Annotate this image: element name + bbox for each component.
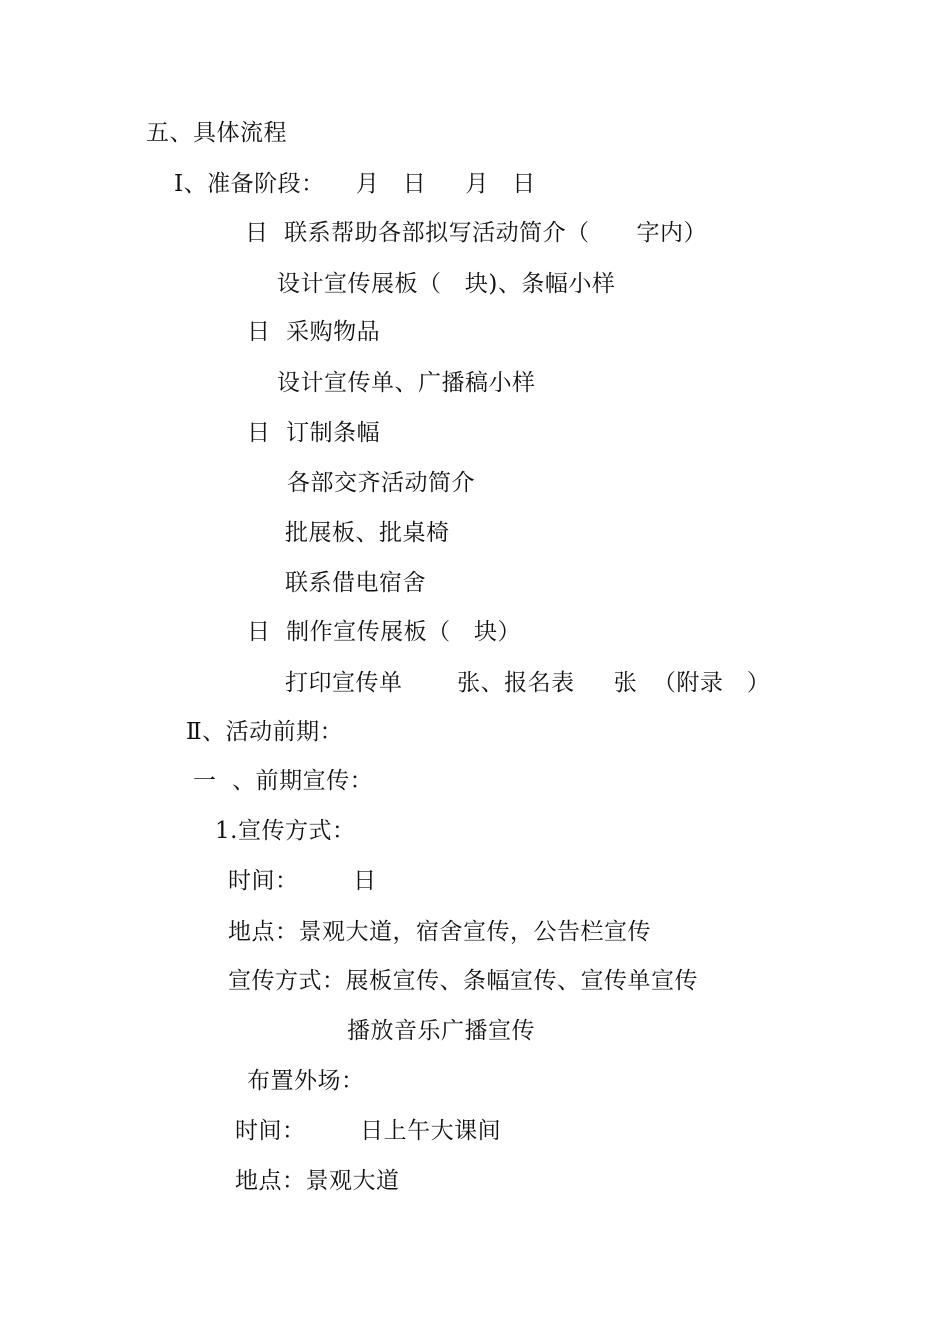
text-line: 时间： 日上午大课间 xyxy=(235,1118,502,1144)
text-line: 打印宣传单 张、报名表 张 （附录 ） xyxy=(285,670,771,696)
phase-heading: Ⅰ、准备阶段： 月 日 月 日 xyxy=(174,171,536,197)
text-line: 各部交齐活动简介 xyxy=(287,470,475,496)
text-line: 设计宣传展板（ 块)、条幅小样 xyxy=(277,271,616,297)
text-line: 日 采购物品 xyxy=(247,319,381,345)
text-line: 联系借电宿舍 xyxy=(285,570,426,596)
text-line: 地点：景观大道 xyxy=(235,1168,400,1194)
text-line: 批展板、批桌椅 xyxy=(285,520,450,546)
text-line: 设计宣传单、广播稿小样 xyxy=(277,370,536,396)
text-line: 时间： 日 xyxy=(228,868,377,894)
text-line: 日 制作宣传展板（ 块） xyxy=(247,619,522,645)
subsection-heading: 一 、前期宣传： xyxy=(193,768,374,794)
text-line: 日 联系帮助各部拟写活动简介（ 字内） xyxy=(245,220,707,246)
phase-heading: Ⅱ、活动前期： xyxy=(186,719,344,745)
text-line: 宣传方式：展板宣传、条幅宣传、宣传单宣传 xyxy=(228,968,698,994)
text-line: 播放音乐广播宣传 xyxy=(347,1018,535,1044)
text-line: 地点：景观大道，宿舍宣传，公告栏宣传 xyxy=(228,919,651,945)
section-heading: 五、具体流程 xyxy=(146,120,287,146)
item-heading: 布置外场： xyxy=(247,1068,365,1094)
item-heading: 1.宣传方式： xyxy=(215,818,356,844)
text-line: 日 订制条幅 xyxy=(247,420,381,446)
